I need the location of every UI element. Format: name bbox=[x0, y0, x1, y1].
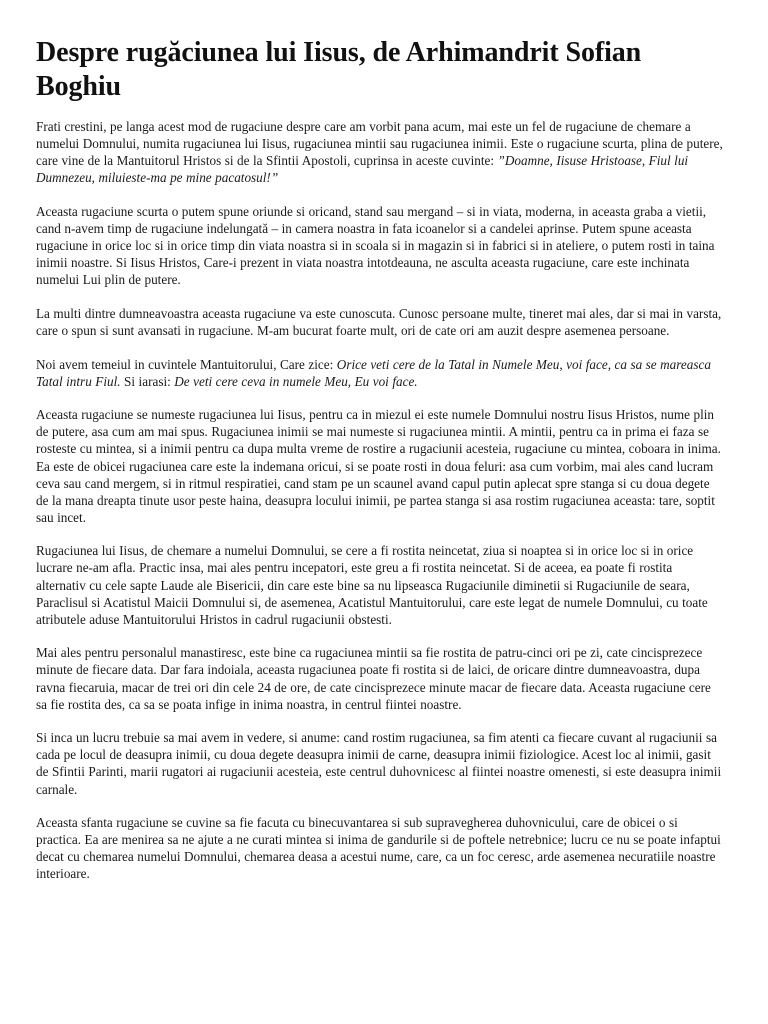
document-page bbox=[36, 36, 724, 899]
paragraph-1 bbox=[36, 118, 724, 186]
paragraph-7: Mai ales pentru personalul manastiresc, este bine ca rugaciunea mintii sa fie rostita de patru-cinci ori pe zi, cate cincisprezece minute de fiecare data. Dar fara indoiala, aceasta rugaciunea poate fi rostita si de laici, de oricare dintre dumneavoastra, dupa ravna fiecaruia, macar de trei ori din cele 24 de ore, de cate cincisprezece minute macar de fiecare data. Aceasta rugaciune cere sa fie rostita des, ca sa se poata infige in inima noastra, in centrul fiintei noastre. bbox=[36, 645, 711, 712]
paragraph-8: Si inca un lucru trebuie sa mai avem in vedere, si anume: cand rostim rugaciunea, sa fim atenti ca fiecare cuvant al rugaciunii sa cada pe locul de deasupra inimii, cu doua degete deasupra inimii de carne, deasupra inimii fiziologice. Acest loc al inimii, gasit de Sfintii Parinti, marii rugatori ai rugaciunii acesteia, este centrul duhovnicesc al fiintei noastre omenesti, si este deasupra inimii carnale. bbox=[36, 730, 722, 797]
paragraph-5: Aceasta rugaciune se numeste rugaciunea lui Iisus, pentru ca in miezul ei este numele Domnului nostru Iisus Hristos, nume plin de putere, asa cum am mai spus. Rugaciunea inimii se mai numeste si rugaciunea mintii. A mintii, pentru ca in prima ei faza se rosteste cu mintea, si a inimii pentru ca dupa multa vreme de rostire a rugaciunii acesteia, rugaciune cu mintea, coboara in inima. Ea este de obicei rugaciunea care este la indemana oricui, si se poate rosti in doua feluri: asa cum vorbim, mai ales cand lucram ceva sau cand mergem, si in ritmul respiratiei, cand stam pe un scaunel avand capul putin aplecat spre stanga si cu doua degete de la mana dreapta tinute usor peste haina, deasupra locului inimii, pe partea stanga si asa rostim rugaciunea aceasta: tare, soptit sau incet. bbox=[36, 407, 721, 525]
paragraph-6: Rugaciunea lui Iisus, de chemare a numelui Domnului, se cere a fi rostita neincetat, ziua si noaptea si in orice loc si in orice lucrare ne-am afla. Practic insa, mai ales pentru incepatori, este greu a fi rostita neincetat. Si de aceea, ea poate fi rostita alternativ cu cele sapte Laude ale Bisericii, din care este bine sa nu lipseasca Rugaciunile diminetii si Rugaciunile de seara, Paraclisul si Acatistul Maicii Domnului si, de asemenea, Acatistul Mantuitorului, care este legat de numele Domnului, cu toate atributele aduse Mantuitorului Hristos in cadrul rugaciunii obstesti. bbox=[36, 543, 708, 627]
paragraph-3: La multi dintre dumneavoastra aceasta rugaciune va este cunoscuta. Cunosc persoane multe, tineret mai ales, dar si mai in varsta, care o spun si sunt avansati in rugaciune. M-am bucurat foarte mult, ori de cate ori am auzit despre asemenea persoane. bbox=[36, 305, 722, 338]
scripture-quote-2: De veti cere ceva in numele Meu, Eu voi face. bbox=[174, 373, 418, 389]
paragraph-text-middle: Si iarasi: bbox=[120, 373, 175, 389]
scripture-quote-1: Orice veti cere de la Tatal in Numele Meu, voi face, ca sa se mareasca Tatal intru Fiul. bbox=[36, 356, 711, 389]
paragraph-text: Noi avem temeiul in cuvintele Mantuitorului, Care zice: bbox=[36, 356, 337, 372]
paragraph-text: Frati crestini, pe langa acest mod de rugaciune despre care am vorbit pana acum, mai este un fel de rugaciune de chemare a numelui Domnului, numita rugaciunea lui Iisus, rugaciunea mintii sau rugaciunea inimii. Este o rugaciune scurta, plina de putere, care vine de la Mantuitorul Hristos si de la Sfintii Apostoli, cuprinsa in aceste cuvinte: bbox=[36, 119, 723, 169]
paragraph-2: Aceasta rugaciune scurta o putem spune oriunde si oricand, stand sau mergand – si in viata, moderna, in aceasta graba a vietii, cand n-avem timp de rugaciune indelungată – in camera noastra in fata icoanelor si a candelei aprinse. Putem spune aceasta rugaciune in orice loc si in orice timp din viata noastra si in scoala si in magazin si in fabrici si in ateliere, o putem rosti in taina inimii noastre. Si Iisus Hristos, Care-i prezent in viata noastra intotdeauna, ne asculta aceasta rugaciune, care este inchinata numelui Lui plin de putere. bbox=[36, 203, 715, 288]
prayer-quote: ”Doamne, Iisuse Hristoase, Fiul lui Dumnezeu, miluieste-ma pe mine pacatosul!” bbox=[36, 153, 689, 186]
paragraph-4 bbox=[36, 356, 724, 390]
page-title: Despre rugăciunea lui Iisus, de Arhimandrit Sofian Boghiu bbox=[36, 37, 642, 102]
paragraph-9: Aceasta sfanta rugaciune se cuvine sa fie facuta cu binecuvantarea si sub supravegherea duhovnicului, care de obicei o si practica. Ea are menirea sa ne ajute a ne curati mintea si inima de gandurile si de poftele netrebnice; lucru ce nu se poate infaptui decat cu chemarea numelui Domnului, chemarea deasa a acestui nume, care, ca un foc ceresc, arde asemenea necuratiile noastre interioare. bbox=[36, 815, 721, 882]
